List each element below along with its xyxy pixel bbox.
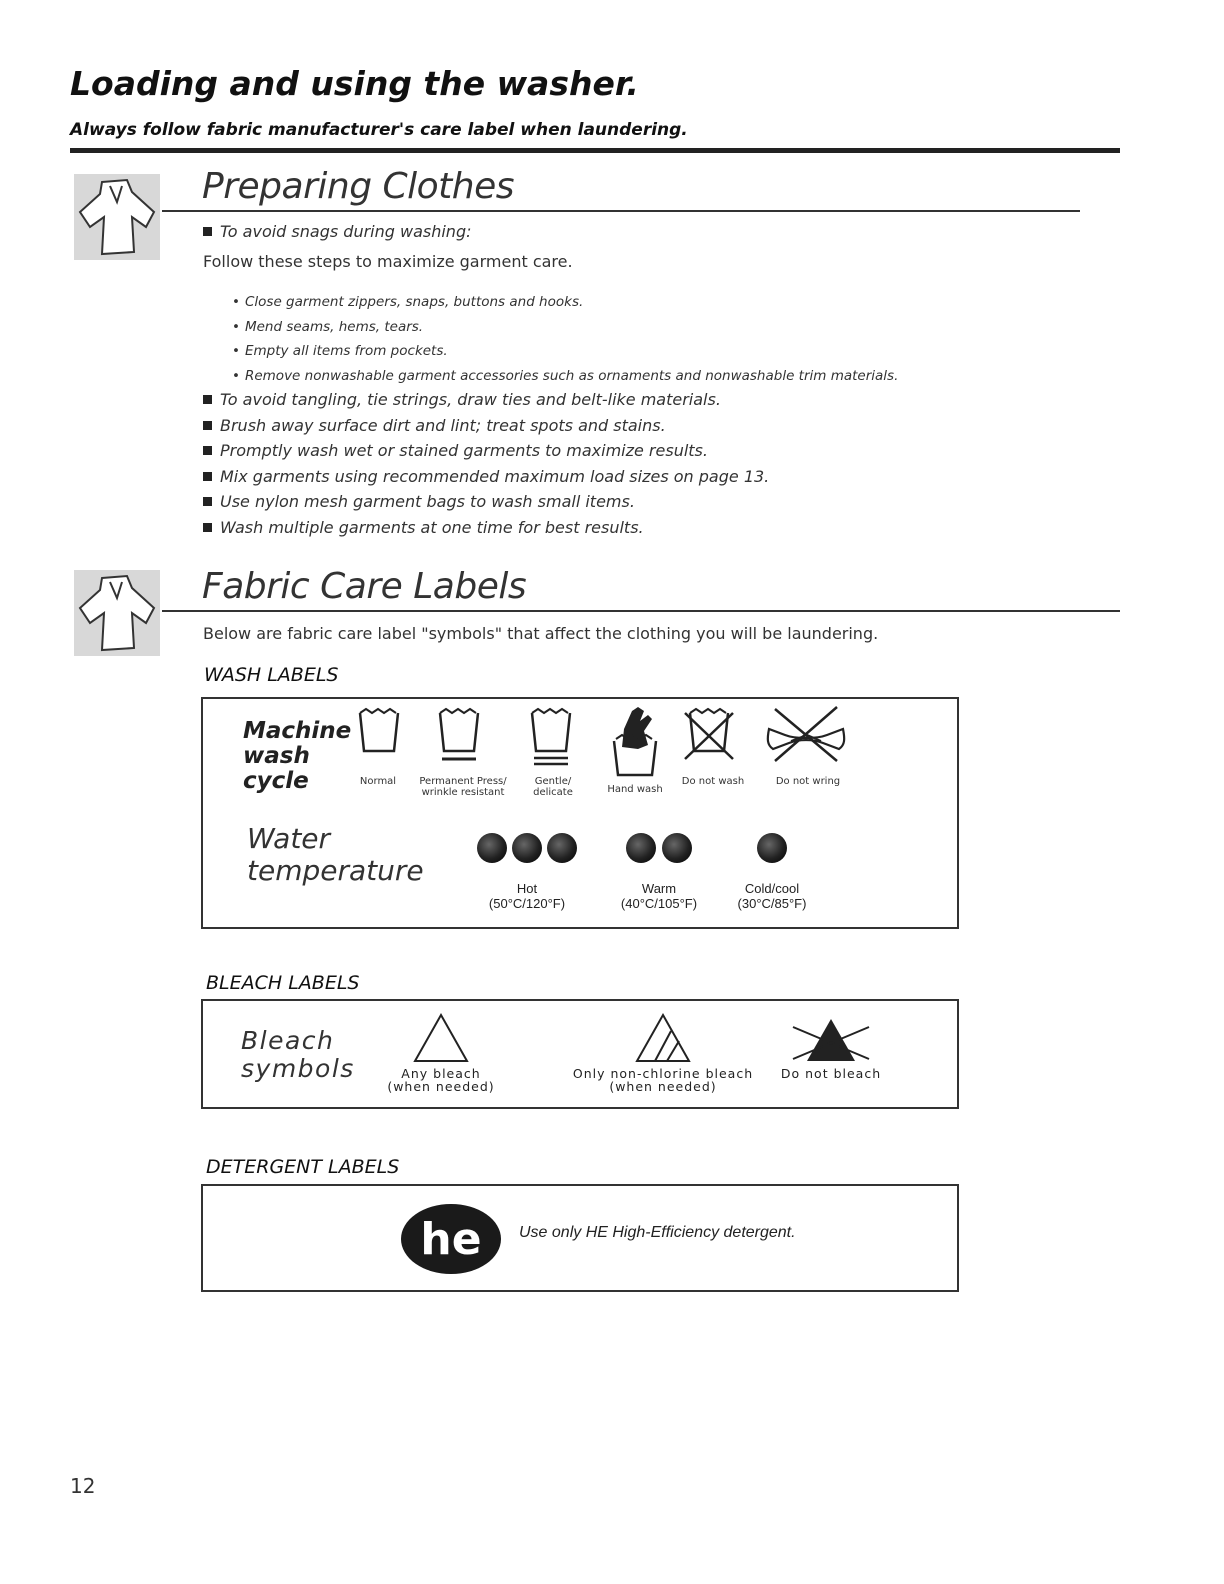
list-item: Mix garments using recommended maximum load sizes on page 13. [203, 467, 769, 493]
temp-dot-icon [477, 833, 507, 863]
detergent-text: Use only HE High-Efficiency detergent. [519, 1224, 796, 1241]
wash-labels-heading: WASH LABELS [204, 664, 339, 686]
hand-wash-caption: Hand wash [607, 784, 663, 795]
preparing-intro: Follow these steps to maximize garment care. [203, 252, 573, 271]
temp-dot-icon [757, 833, 787, 863]
list-item: • Empty all items from pockets. [232, 343, 898, 368]
bleach-labels-heading: BLEACH LABELS [206, 972, 360, 994]
bleach-labels-box [201, 999, 959, 1109]
header-rule [70, 148, 1120, 153]
hot-caption: Hot (50°C/120°F) [488, 881, 566, 911]
list-item: Wash multiple garments at one time for best results. [203, 518, 769, 544]
preparing-tips [203, 390, 769, 543]
warm-dots [611, 833, 707, 867]
any-bleach-icon [411, 1011, 471, 1065]
gentle-wash-icon [528, 705, 574, 771]
page-subtitle: Always follow fabric manufacturer's care label when laundering. [70, 120, 688, 140]
garment-icon [72, 568, 162, 658]
list-item: Promptly wash wet or stained garments to maximize results. [203, 441, 769, 467]
garment-icon [72, 172, 162, 262]
do-not-bleach-caption: Do not bleach [780, 1066, 882, 1081]
permanent-press-icon [436, 705, 482, 767]
detergent-labels-heading: DETERGENT LABELS [206, 1156, 400, 1178]
list-item: Use nylon mesh garment bags to wash small items. [203, 492, 769, 518]
any-bleach-caption: Any bleach (when needed) [387, 1066, 495, 1094]
do-not-wring-icon [761, 701, 851, 767]
section-title-fabric-care: Fabric Care Labels [202, 566, 527, 607]
temp-dot-icon [626, 833, 656, 863]
temp-dot-icon [547, 833, 577, 863]
garment-care-steps [232, 294, 898, 392]
temp-dot-icon [512, 833, 542, 863]
hot-dots [467, 833, 587, 867]
svg-text:he: he [420, 1214, 482, 1265]
temp-dot-icon [662, 833, 692, 863]
bullet-square [203, 227, 212, 236]
normal-caption: Normal [359, 776, 397, 787]
section-rule [162, 210, 1080, 212]
non-chlorine-bleach-icon [633, 1011, 693, 1065]
cold-caption: Cold/cool (30°C/85°F) [737, 881, 807, 911]
normal-wash-icon [356, 705, 402, 757]
do-not-wash-icon [681, 705, 737, 763]
fabric-care-intro: Below are fabric care label "symbols" that affect the clothing you will be laundering. [203, 624, 879, 643]
warm-caption: Warm (40°C/105°F) [620, 881, 698, 911]
bleach-symbols-label: Bleach symbols [241, 1026, 355, 1083]
wash-labels-box [201, 697, 959, 929]
page-title: Loading and using the washer. [70, 64, 639, 103]
permanent-press-caption: Permanent Press/ wrinkle resistant [419, 776, 507, 798]
list-item: • Remove nonwashable garment accessories such as ornaments and nonwashable trim materials. [232, 368, 898, 393]
list-item: To avoid tangling, tie strings, draw ties and belt-like materials. [203, 390, 769, 416]
list-item: • Mend seams, hems, tears. [232, 319, 898, 344]
cold-dots [747, 833, 797, 867]
non-chlorine-caption: Only non-chlorine bleach (when needed) [572, 1066, 754, 1094]
page-number: 12 [70, 1474, 96, 1498]
gentle-caption: Gentle/ delicate [533, 776, 573, 798]
lead-bullet: To avoid snags during washing: [203, 222, 471, 241]
machine-wash-label: Machine wash cycle [243, 718, 352, 794]
he-logo-icon [399, 1202, 503, 1276]
list-item: Brush away surface dirt and lint; treat spots and stains. [203, 416, 769, 442]
section-rule [162, 610, 1120, 612]
do-not-wash-caption: Do not wash [681, 776, 745, 787]
water-temperature-label: Water temperature [247, 822, 424, 887]
section-title-preparing: Preparing Clothes [202, 166, 514, 207]
detergent-labels-box [201, 1184, 959, 1292]
hand-wash-icon [608, 701, 662, 779]
list-item: • Close garment zippers, snaps, buttons and hooks. [232, 294, 898, 319]
do-not-wring-caption: Do not wring [775, 776, 841, 787]
do-not-bleach-icon [789, 1015, 873, 1065]
